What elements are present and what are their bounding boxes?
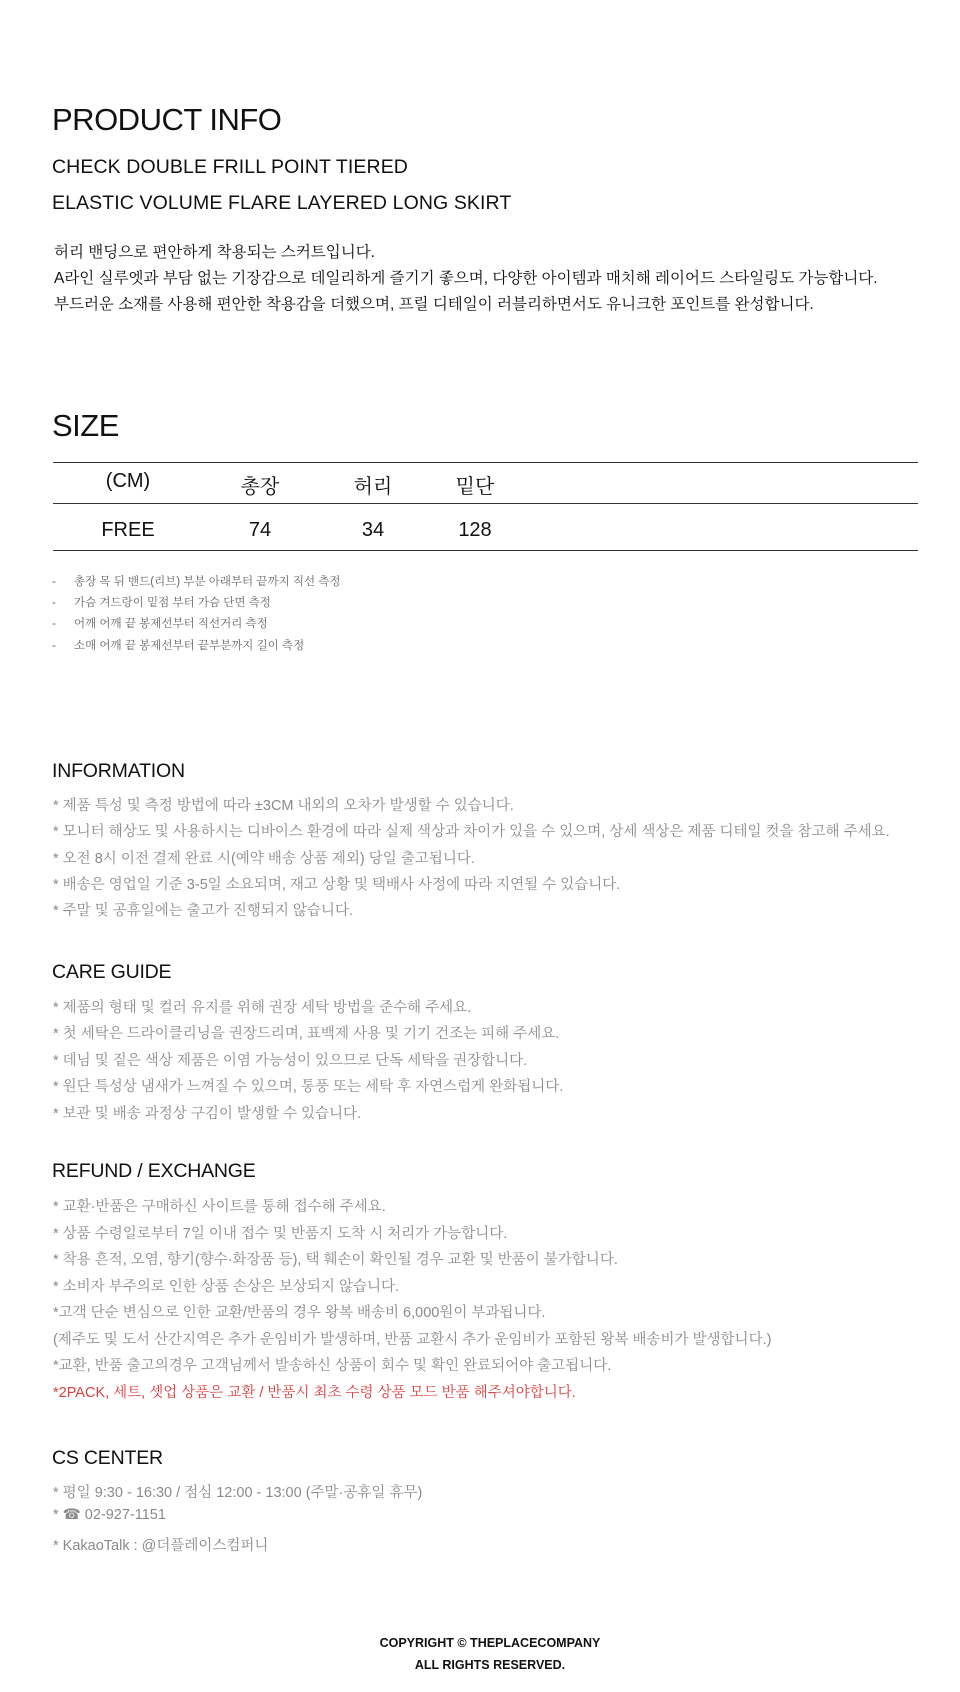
product-info-title: PRODUCT INFO [52, 102, 282, 137]
care-guide-line: * 제품의 형태 및 컬러 유지를 위해 권장 세탁 방법을 준수해 주세요. [53, 1000, 472, 1016]
information-line: * 주말 및 공휴일에는 출고가 진행되지 않습니다. [53, 903, 353, 919]
cs-hours: * 평일 9:30 - 16:30 / 점심 12:00 - 13:00 (주말·공휴일 휴무) [53, 1485, 423, 1501]
size-title: SIZE [52, 408, 119, 443]
table-divider [53, 462, 918, 463]
product-description-line: 부드러운 소재를 사용해 편안한 착용감을 더했으며, 프릴 디테일이 러블리하면서도 유니크한 포인트를 완성합니다. [54, 296, 814, 313]
care-guide-title: CARE GUIDE [52, 961, 172, 983]
product-description-line: A라인 실루엣과 부담 없는 기장감으로 데일리하게 즐기기 좋으며, 다양한 아이템과 매치해 레이어드 스타일링도 가능합니다. [54, 270, 878, 287]
measurement-note: - 총장 목 뒤 밴드(리브) 부분 아래부터 끝까지 직선 측정 [52, 576, 341, 588]
product-name-line-2: ELASTIC VOLUME FLARE LAYERED LONG SKIRT [52, 192, 512, 214]
size-row-label: FREE [101, 519, 155, 541]
information-title: INFORMATION [52, 760, 185, 782]
phone-icon: * ☎ [53, 1507, 81, 1523]
care-guide-line: * 첫 세탁은 드라이클리닝을 권장드리며, 표백제 사용 및 기기 건조는 피해 주세요. [53, 1026, 560, 1042]
size-header-hem: 밑단 [455, 476, 495, 498]
cs-phone-number: 02-927-1151 [84, 1507, 166, 1523]
size-header-length: 총장 [240, 476, 280, 498]
measurement-note: - 어깨 어깨 끝 봉제선부터 직선거리 측정 [52, 618, 268, 630]
refund-line: * 착용 흔적, 오염, 향기(향수·화장품 등), 택 훼손이 확인될 경우 교환 및 반품이 불가합니다. [53, 1252, 618, 1268]
cs-center-title: CS CENTER [52, 1447, 163, 1469]
measurement-note: - 소매 어깨 끝 봉제선부터 끝부분까지 길이 측정 [52, 640, 305, 652]
footer-rights: ALL RIGHTS RESERVED. [414, 1658, 566, 1672]
table-divider [53, 503, 918, 504]
product-description-line: 허리 밴딩으로 편안하게 착용되는 스커트입니다. [54, 244, 375, 261]
refund-line: (제주도 및 도서 산간지역은 추가 운임비가 발생하며, 반품 교환시 추가 운임비가 포함된 왕복 배송비가 발생합니다.) [53, 1332, 772, 1348]
refund-line: *교환, 반품 출고의경우 고객님께서 발송하신 상품이 회수 및 확인 완료되어야 출고됩니다. [53, 1358, 612, 1374]
refund-line: * 교환·반품은 구매하신 사이트를 통해 접수해 주세요. [53, 1199, 386, 1215]
care-guide-line: * 보관 및 배송 과정상 구김이 발생할 수 있습니다. [53, 1106, 362, 1122]
footer-copyright: COPYRIGHT © THEPLACECOMPANY [379, 1636, 601, 1650]
information-line: * 제품 특성 및 측정 방법에 따라 ±3CM 내외의 오차가 발생할 수 있습니다. [53, 798, 514, 814]
table-divider [53, 550, 918, 551]
information-line: * 모니터 해상도 및 사용하시는 디바이스 환경에 따라 실제 색상과 차이가 있을 수 있으며, 상세 색상은 제품 디테일 컷을 참고해 주세요. [53, 824, 890, 840]
size-row-waist: 34 [361, 519, 385, 541]
product-name-line-1: CHECK DOUBLE FRILL POINT TIERED [52, 156, 408, 178]
measurement-note: - 가슴 겨드랑이 밑점 부터 가슴 단면 측정 [52, 597, 271, 609]
refund-warning-line: *2PACK, 세트, 셋업 상품은 교환 / 반품시 최초 수령 상품 모드 반품 해주셔야합니다. [53, 1385, 576, 1401]
refund-line: *고객 단순 변심으로 인한 교환/반품의 경우 왕복 배송비 6,000원이 부과됩니다. [53, 1305, 546, 1321]
refund-line: * 소비자 부주의로 인한 상품 손상은 보상되지 않습니다. [53, 1279, 400, 1295]
information-line: * 오전 8시 이전 결제 완료 시(예약 배송 상품 제외) 당일 출고됩니다. [53, 851, 475, 867]
size-header-unit: (CM) [105, 470, 151, 492]
refund-exchange-title: REFUND / EXCHANGE [52, 1160, 256, 1182]
cs-kakaotalk: * KakaoTalk : @더플레이스컴퍼니 [53, 1538, 269, 1554]
information-line: * 배송은 영업일 기준 3-5일 소요되며, 재고 상황 및 택배사 사정에 따라 지연될 수 있습니다. [53, 877, 621, 893]
refund-line: * 상품 수령일로부터 7일 이내 접수 및 반품지 도착 시 처리가 가능합니다. [53, 1226, 508, 1242]
care-guide-line: * 원단 특성상 냄새가 느껴질 수 있으며, 통풍 또는 세탁 후 자연스럽게 완화됩니다. [53, 1079, 564, 1095]
size-row-hem: 128 [458, 519, 492, 541]
cs-phone [53, 1507, 166, 1523]
size-row-length: 74 [248, 519, 272, 541]
size-header-waist: 허리 [353, 476, 393, 498]
care-guide-line: * 데님 및 짙은 색상 제품은 이염 가능성이 있으므로 단독 세탁을 권장합니다. [53, 1053, 528, 1069]
